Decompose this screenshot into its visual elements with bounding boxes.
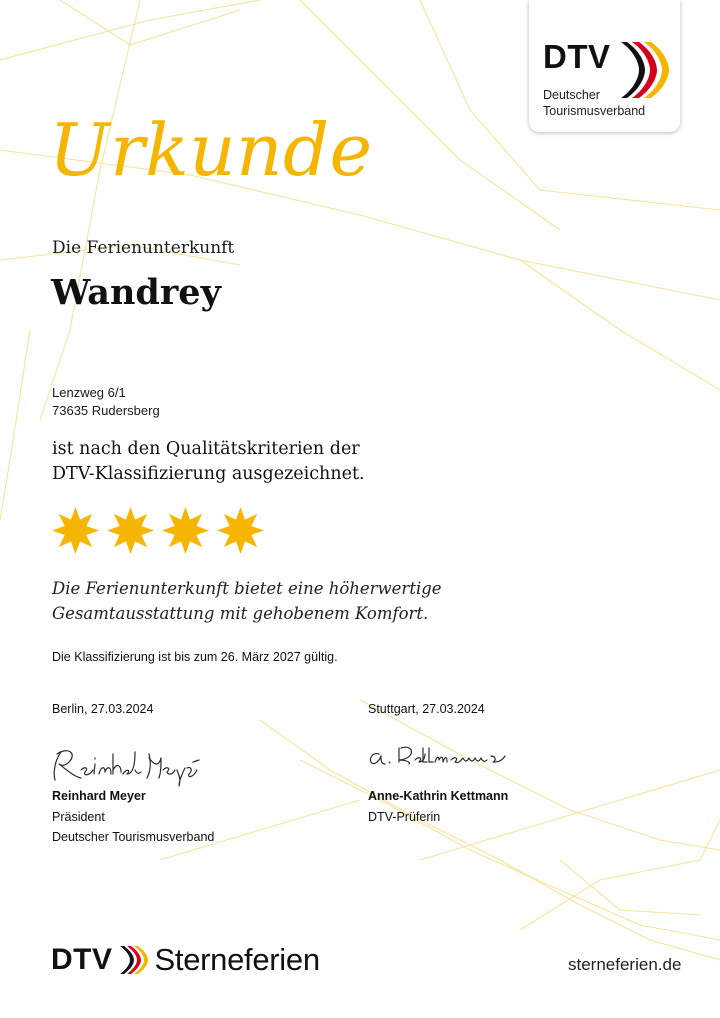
star-icon [52, 505, 99, 556]
certificate-intro: Die Ferienunterkunft [52, 238, 235, 258]
address-street: Lenzweg 6/1 [52, 385, 126, 400]
description-line-1: Die Ferienunterkunft bietet eine höherwertige [52, 579, 442, 598]
badge-line-2: Tourismusverband [543, 104, 646, 118]
badge-subtitle [543, 87, 645, 119]
star-icon [217, 505, 264, 556]
footer-logo [51, 940, 320, 980]
footer-logo-text: DTV [51, 943, 113, 976]
badge-line-1: Deutscher [543, 88, 600, 102]
signer-left [52, 786, 214, 848]
signer-right [368, 786, 508, 827]
place-date-right: Stuttgart, 27.03.2024 [368, 702, 485, 716]
footer-brand-name: Sterneferien [154, 942, 320, 977]
signature-anne-kathrin-kettmann [367, 740, 512, 770]
star-rating [52, 505, 264, 556]
certificate-statement [52, 437, 472, 487]
certificate-title: Urkunde [49, 108, 373, 192]
signer-left-name: Reinhard Meyer [52, 789, 146, 803]
badge-logo-text: DTV [543, 38, 611, 75]
star-icon [162, 505, 209, 556]
statement-line-1: ist nach den Qualitätskriterien der [52, 439, 360, 459]
description-line-2: Gesamtausstattung mit gehobenem Komfort. [52, 604, 429, 623]
dtv-badge [529, 0, 680, 132]
property-address [52, 384, 160, 420]
star-icon [107, 505, 154, 556]
signer-left-role: Präsident [52, 809, 105, 824]
rating-description [52, 576, 512, 626]
address-city: 73635 Rudersberg [52, 403, 160, 418]
signer-right-name: Anne-Kathrin Kettmann [368, 789, 509, 803]
statement-line-2: DTV-Klassifizierung ausgezeichnet. [52, 464, 365, 484]
signer-left-organization: Deutscher Tourismusverband [52, 830, 215, 844]
footer-chevron-icon [119, 944, 149, 976]
footer-website-link[interactable]: sterneferien.de [568, 955, 682, 974]
signature-reinhard-meyer [47, 740, 207, 790]
property-name: Wandrey [51, 272, 221, 313]
place-date-left: Berlin, 27.03.2024 [52, 702, 154, 716]
validity-note: Die Klassifizierung ist bis zum 26. März 2027 gültig. [52, 650, 338, 664]
signer-right-role: DTV-Prüferin [368, 809, 441, 824]
